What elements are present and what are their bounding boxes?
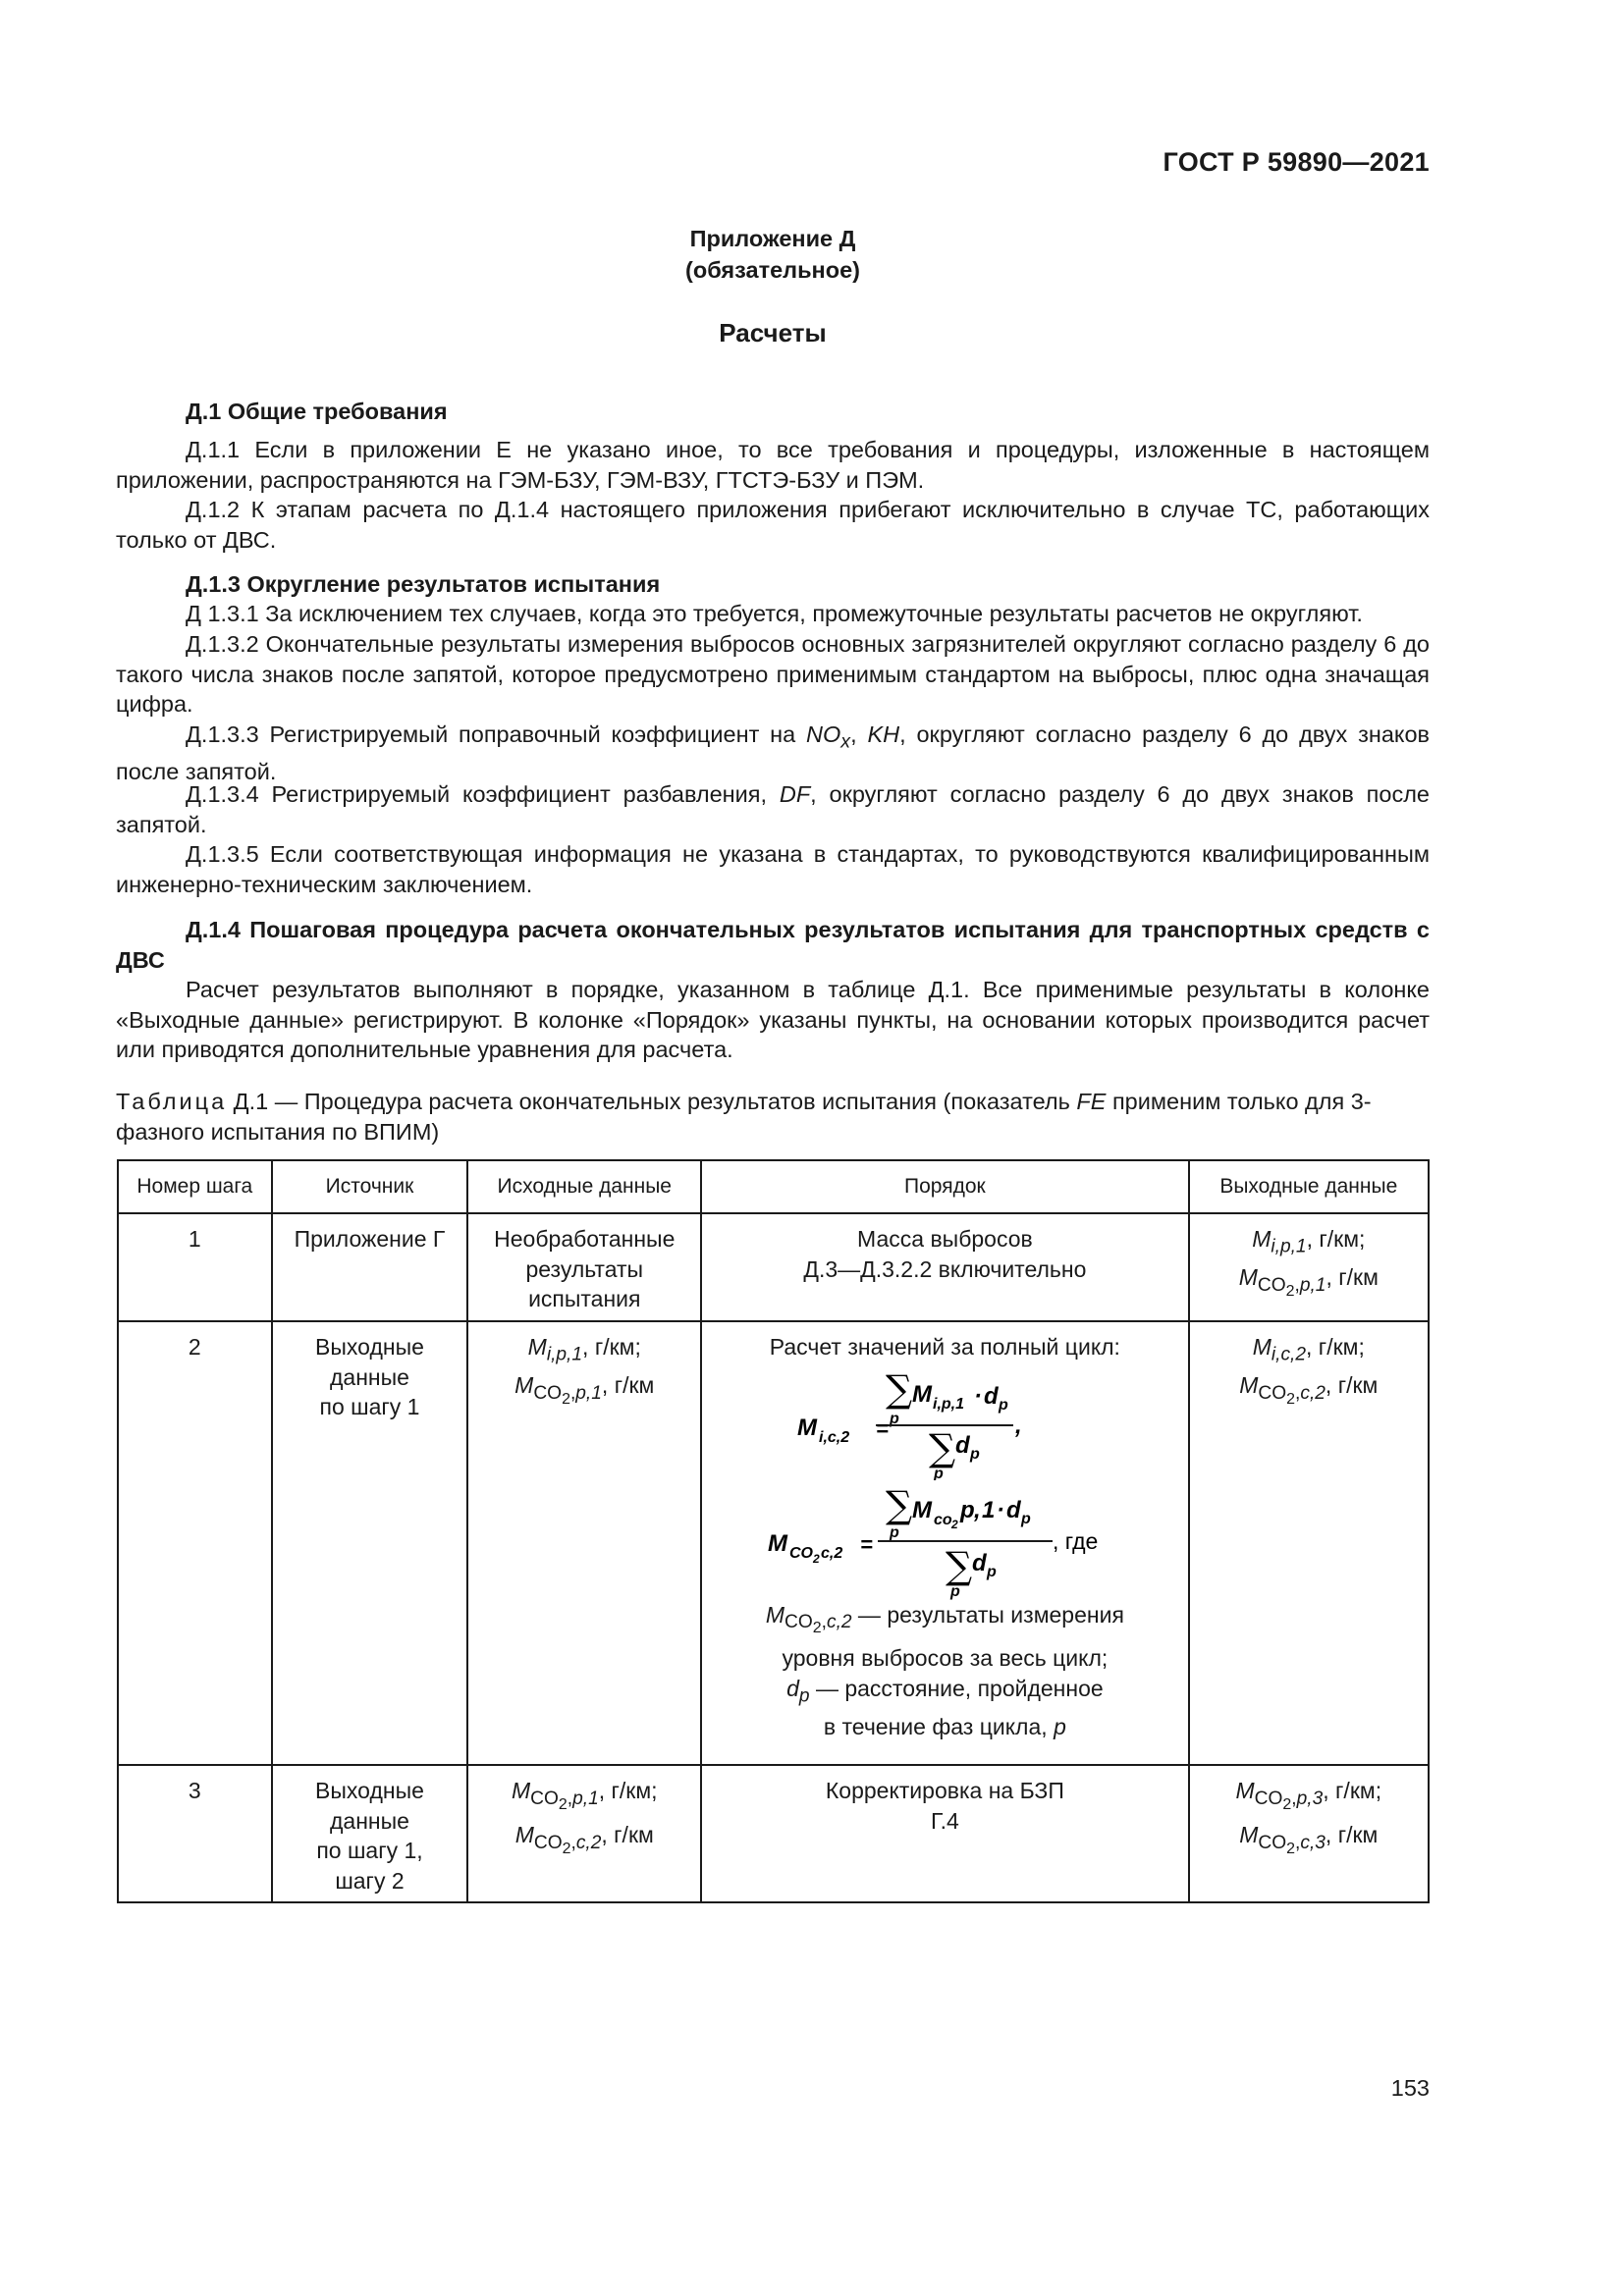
output-cell [1189, 1321, 1429, 1765]
para-d14: Расчет результатов выполняют в порядке, указанном в таблице Д.1. Все применимые результаты в колонке «Выходные данные» регистрируют. В колонке «Порядок» указаны пункты, на основании которых производится расчет или приводятся дополнительные уравнения для расчета. [116, 977, 1430, 1063]
column-header: Выходные данные [1189, 1160, 1429, 1213]
formula-text: p [999, 1396, 1009, 1414]
source-line: Выходные [315, 1334, 424, 1360]
input-cell [467, 1765, 701, 1902]
source-line: шагу 2 [335, 1867, 405, 1894]
formula-text: p [970, 1445, 981, 1463]
column-header: Номер шага [118, 1160, 272, 1213]
order-line: Масса выбросов [857, 1226, 1033, 1252]
sum-symbol: ∑ [886, 1482, 913, 1526]
step-number: 2 [118, 1321, 272, 1765]
definition-line: уровня выбросов за весь цикл; [782, 1645, 1109, 1672]
formula-text: , [1015, 1412, 1023, 1439]
sum-symbol: ∑ [929, 1425, 956, 1469]
formula-text: = [876, 1415, 890, 1441]
formula-text: d [955, 1431, 971, 1459]
column-header: Порядок [701, 1160, 1188, 1213]
source-line: Выходные [315, 1778, 424, 1803]
formula-text: p [1021, 1510, 1032, 1527]
formula-text: d [1006, 1496, 1022, 1523]
order-cell [701, 1765, 1188, 1902]
output-line: $M_{CO_2,p,1}$, г/км [1238, 1264, 1379, 1300]
formula-text: M [797, 1414, 818, 1441]
definition-line: $M_{CO_2,c,2}$ — результаты измерения [765, 1601, 1124, 1636]
output-line: $M_{i,p,1}$, г/км; [1252, 1226, 1366, 1257]
para-d135: Д.1.3.5 Если соответствующая информация не указана в стандартах, то руководствуются квалифицированным инженерно-техническим заключением. [116, 841, 1430, 897]
table-caption: Таблица Д.1 — Процедура расчета окончательных результатов испытания (показатель FE применим только для 3-фазного испытания по ВПИМ) [116, 1089, 1372, 1145]
order-intro: Расчет значений за полный цикл: [769, 1334, 1120, 1360]
formula-text: d [984, 1382, 1000, 1410]
input-cell [467, 1321, 701, 1765]
formula-text: CO [789, 1544, 814, 1562]
step-number: 1 [118, 1213, 272, 1321]
formula-text: M [912, 1380, 933, 1408]
order-line: Корректировка на БЗП [825, 1778, 1064, 1803]
formula-text: 2 [951, 1517, 959, 1531]
formula-co2-full-cycle [768, 1480, 1121, 1600]
input-line: $M_{i,p,1}$, г/км; [527, 1334, 641, 1365]
input-line: $M_{CO_2,c,2}$, г/км [514, 1821, 654, 1857]
sum-symbol: ∑ [886, 1366, 913, 1411]
formula-text: , где [1053, 1527, 1099, 1554]
source-line: по шагу 1 [319, 1394, 420, 1419]
output-line: $M_{CO_2,c,2}$, г/км [1239, 1372, 1379, 1408]
formula-text: M [768, 1529, 788, 1557]
input-cell: Необработанные результаты испытания [467, 1213, 701, 1321]
table-row [118, 1213, 1429, 1321]
formula-text: · [974, 1382, 983, 1410]
source-line: данные [330, 1807, 409, 1834]
section-d14-heading: Д.1.4 Пошаговая процедура расчета окончательных результатов испытания для транспортных средств с ДВС [116, 917, 1430, 973]
definition-line: $d_p$ — расстояние, пройденное [786, 1675, 1104, 1707]
formula-text: p [934, 1465, 945, 1480]
source-cell [272, 1321, 468, 1765]
procedure-table [117, 1159, 1430, 1903]
formula-text: co [934, 1511, 953, 1528]
formula-text: p [960, 1496, 976, 1523]
formula-text: c,2 [821, 1544, 843, 1562]
sum-symbol: ∑ [946, 1543, 973, 1587]
formula-mass-full-cycle [797, 1362, 1092, 1480]
output-cell [1189, 1213, 1429, 1321]
table-row [118, 1765, 1429, 1902]
source-line: по шагу 1, [316, 1838, 423, 1863]
formula-text: , [974, 1496, 982, 1523]
formula-text: M [912, 1496, 933, 1523]
appendix-heading: Расчеты [719, 318, 827, 347]
para-d134: Д.1.3.4 Регистрируемый коэффициент разбавления, DF, округляют согласно разделу 6 до двух знаков после запятой. [116, 781, 1430, 837]
output-line: $M_{CO_2,p,3}$, г/км; [1235, 1778, 1382, 1813]
table-row [118, 1321, 1429, 1765]
column-header: Исходные данные [467, 1160, 701, 1213]
order-cell [701, 1321, 1188, 1765]
formula-text: · [997, 1496, 1005, 1523]
column-header: Источник [272, 1160, 468, 1213]
formula-text: 2 [813, 1551, 821, 1566]
formula-text: p [950, 1582, 961, 1600]
step-number: 3 [118, 1765, 272, 1902]
input-line: $M_{CO_2,p,1}$, г/км [514, 1372, 655, 1408]
source-cell [272, 1765, 468, 1902]
output-cell [1189, 1765, 1429, 1902]
formula-text: p [987, 1563, 998, 1580]
page-number: 153 [1390, 2075, 1430, 2101]
source-line: данные [330, 1363, 409, 1390]
document-id: ГОСТ Р 59890—2021 [1163, 147, 1430, 177]
order-line: Г.4 [930, 1807, 959, 1834]
table-header-row [118, 1160, 1429, 1213]
section-d1-heading: Д.1 Общие требования [186, 399, 448, 424]
para-d131: Д 1.3.1 За исключением тех случаев, когда это требуется, промежуточные результаты расчетов не округляют. [186, 601, 1363, 626]
output-line: $M_{CO_2,c,3}$, г/км [1239, 1821, 1379, 1857]
formula-text: p [890, 1410, 900, 1427]
formula-text: p [890, 1523, 900, 1541]
formula-text: 1 [982, 1496, 996, 1523]
definition-line: в течение фаз цикла, p [823, 1714, 1066, 1740]
output-line: $M_{i,c,2}$, г/км; [1252, 1334, 1365, 1365]
order-line: Д.3—Д.3.2.2 включительно [803, 1255, 1087, 1282]
para-d133: Д.1.3.3 Регистрируемый поправочный коэффициент на $NO_x$, KH, округляют согласно разделу 6 до двух знаков после запятой. [116, 721, 1431, 785]
formula-text: i,p,1 [933, 1395, 965, 1413]
formula-text: i,c,2 [819, 1428, 850, 1446]
order-cell [701, 1213, 1188, 1321]
para-d12: Д.1.2 К этапам расчета по Д.1.4 настоящего приложения прибегают исключительно в случае ТС, работающих только от ДВС. [116, 497, 1430, 553]
section-d13-heading: Д.1.3 Округление результатов испытания [186, 571, 661, 597]
para-d11: Д.1.1 Если в приложении Е не указано иное, то все требования и процедуры, изложенные в настоящем приложении, распространяются на ГЭМ-БЗУ, ГЭМ-ВЗУ, ГТСТЭ-БЗУ и ПЭМ. [116, 437, 1430, 493]
formula-text: d [972, 1549, 988, 1576]
appendix-title: Приложение Д [689, 226, 856, 251]
input-line: $M_{CO_2,p,1}$, г/км; [511, 1778, 658, 1813]
para-d132: Д.1.3.2 Окончательные результаты измерения выбросов основных загрязнителей округляют согласно разделу 6 до такого числа знаков после запятой, которое предусмотрено применимым стандартом на выбросы, плюс одна значащая цифра. [116, 631, 1430, 718]
source-cell: Приложение Г [272, 1213, 468, 1321]
formula-text: = [860, 1531, 874, 1557]
appendix-status: (обязательное) [685, 257, 860, 283]
